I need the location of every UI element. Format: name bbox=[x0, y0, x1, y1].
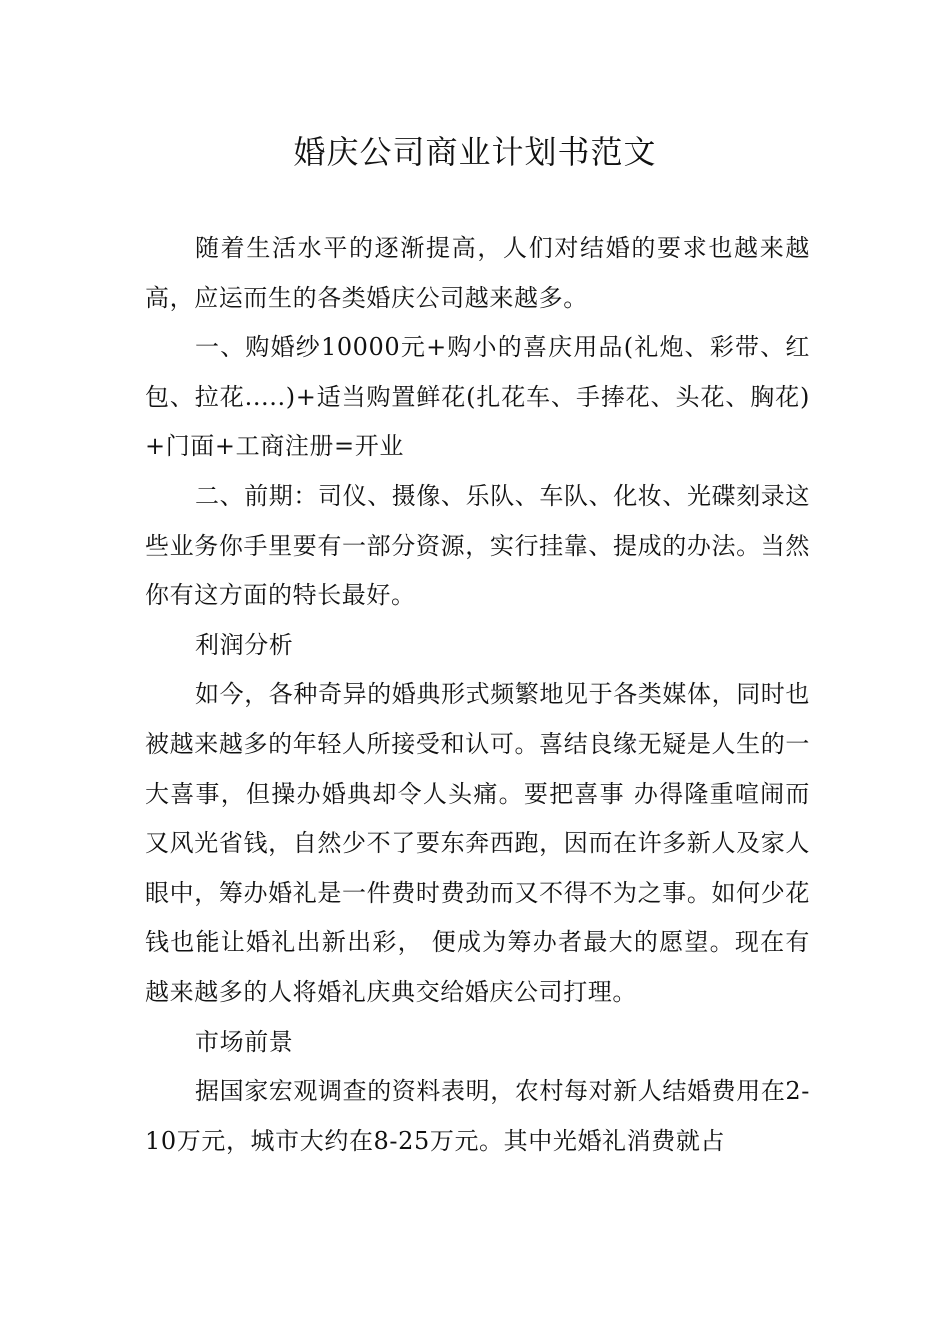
document-title: 婚庆公司商业计划书范文 bbox=[293, 133, 657, 171]
intro-paragraph: 随着生活水平的逐渐提高，人们对结婚的要求也越来越高，应运而生的各类婚庆公司越来越多。 bbox=[145, 234, 810, 312]
document-body bbox=[145, 224, 810, 1166]
startup-cost-paragraph: 一、购婚纱10000元+购小的喜庆用品(礼炮、彩带、红包、拉花.....)+适当购置鲜花(扎花车、手捧花、头花、胸花)+门面+工商注册=开业 bbox=[145, 333, 810, 461]
market-outlook-paragraph: 据国家宏观调查的资料表明，农村每对新人结婚费用在2-10万元，城市大约在8-25万元。其中光婚礼消费就占 bbox=[145, 1077, 810, 1155]
profit-analysis-heading: 利润分析 bbox=[195, 630, 294, 659]
profit-analysis-paragraph: 如今，各种奇异的婚典形式频繁地见于各类媒体，同时也被越来越多的年轻人所接受和认可。喜结良缘无疑是人生的一大喜事，但操办婚典却令人头痛。要把喜事 办得隆重喧闹而又风光省钱，自然少不了要东奔西跑，因而在许多新人及家人眼中，筹办婚礼是一件费时费劲而又不得不为之事。如何少花钱也能让婚礼出新出彩， 便成为筹办者最大的愿望。现在有越来越多的人将婚礼庆典交给婚庆公司打理。 bbox=[145, 680, 810, 1006]
market-outlook-heading: 市场前景 bbox=[195, 1027, 294, 1056]
preparation-paragraph: 二、前期：司仪、摄像、乐队、车队、化妆、光碟刻录这些业务你手里要有一部分资源，实行挂靠、提成的办法。当然你有这方面的特长最好。 bbox=[145, 481, 810, 610]
